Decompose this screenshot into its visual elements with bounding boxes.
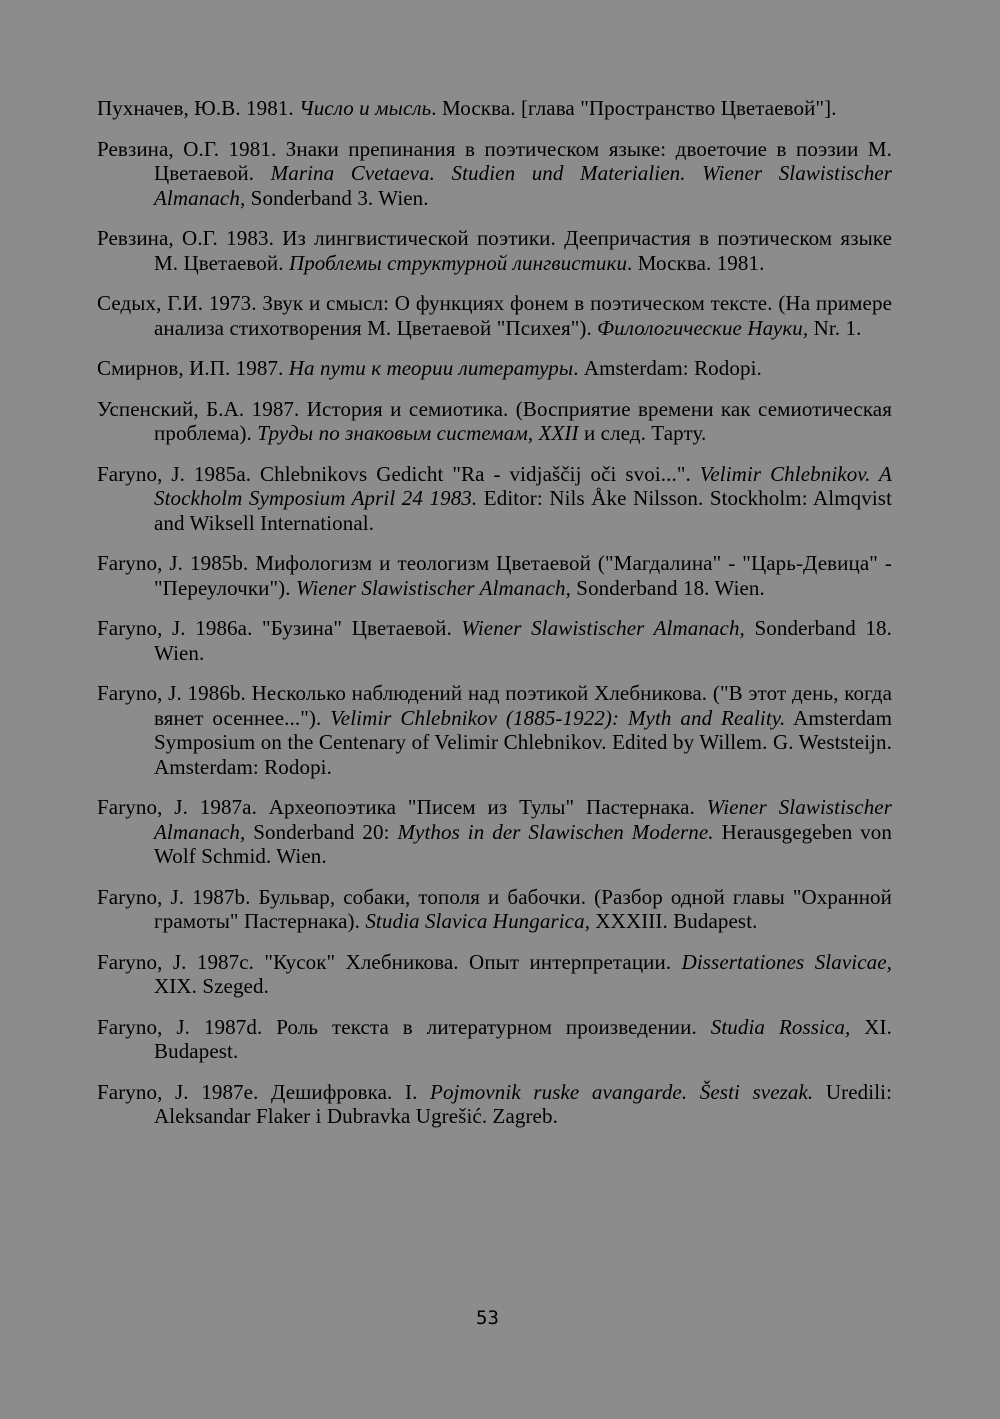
entry-title-italic: Wiener Slawistischer Almanach,	[461, 616, 745, 640]
entry-text: Sonderband 20:	[245, 819, 398, 844]
entry-title-italic: Marina Cvetaeva. Studien und Materialien. Wiener Slawistischer Almanach,	[154, 161, 892, 210]
entry-title-italic: Филологические Науки,	[597, 315, 809, 340]
entry-text: Ревзина, О.Г. 1981. Знаки препинания в поэтическом языке: двоеточие в поэзии М. Цветаевой.	[97, 136, 892, 185]
bibliography-entry	[97, 291, 892, 340]
entry-text: Ревзина, О.Г. 1983. Из лингвистической поэтики. Деепричастия в поэтическом языке М. Цветаевой.	[97, 226, 892, 275]
entry-text: и след. Тарту.	[578, 421, 707, 445]
bibliography-entry	[97, 681, 892, 779]
entry-title-italic: Число и мысль	[299, 96, 432, 120]
entry-text: Sonderband 18. Wien.	[154, 616, 892, 665]
entry-text: Смирнов, И.П. 1987.	[97, 356, 289, 380]
bibliography-entry	[97, 950, 892, 999]
entry-title-italic: Velimir Chlebnikov. A Stockholm Symposium April 24 1983.	[154, 461, 892, 510]
entry-text: Пухначев, Ю.В. 1981.	[97, 96, 300, 120]
bibliography-entry	[97, 356, 892, 381]
entry-text: Faryno, J. 1986a. "Бузина" Цветаевой.	[97, 616, 462, 640]
entry-text: XIX. Szeged.	[154, 974, 269, 998]
entry-title-italic: Dissertationes Slavicae,	[681, 949, 892, 974]
bibliography-entry	[97, 1080, 892, 1129]
entry-text: Amsterdam Symposium on the Centenary of Velimir Chlebnikov. Edited by Willem. G. Weststeijn. Amsterdam: Rodopi.	[154, 705, 893, 779]
entry-text: Faryno, J. 1987a. Археопоэтика "Писем из Тулы" Пастернака.	[97, 795, 707, 819]
entry-text: Седых, Г.И. 1973. Звук и смысл: О функциях фонем в поэтическом тексте. (На примере анализа стихотворения М. Цветаевой "Психея").	[97, 291, 892, 340]
entry-text: Успенский, Б.А. 1987. История и семиотика. (Восприятие времени как семиотическая проблема).	[97, 396, 892, 445]
entry-title-italic: Wiener Slawistischer Almanach,	[154, 795, 893, 844]
entry-text: Faryno, J. 1987e. Дешифровка. I.	[97, 1079, 431, 1104]
entry-text: Faryno, J. 1987b. Бульвар, собаки, тополя и бабочки. (Разбор одной главы "Охранной грамоты" Пастернака).	[97, 884, 892, 933]
entry-title-italic: Mythos in der Slawischen Moderne.	[397, 819, 714, 844]
bibliography-entry	[97, 137, 892, 211]
bibliography-entry	[97, 397, 892, 446]
entry-text: . Amsterdam: Rodopi.	[573, 356, 762, 380]
entry-title-italic: Проблемы структурной лингвистики	[288, 250, 628, 275]
entry-title-italic: Труды по знаковым системам, XXII	[257, 421, 579, 445]
entry-title-italic: Studia Slavica Hungarica,	[365, 909, 591, 933]
bibliography-entry	[97, 885, 892, 934]
bibliography-list	[97, 96, 892, 1145]
entry-text: Sonderband 18. Wien.	[570, 575, 765, 600]
bibliography-entry	[97, 795, 892, 869]
entry-text: XXXIII. Budapest.	[590, 909, 758, 933]
entry-text: Uredili: Aleksandar Flaker i Dubravka Ugrešić. Zagreb.	[154, 1079, 893, 1128]
entry-text: . Москва. 1981.	[627, 250, 765, 275]
page-number: 53	[476, 1307, 499, 1329]
bibliography-entry	[97, 551, 892, 600]
entry-text: Editor: Nils Åke Nilsson. Stockholm: Almqvist and Wiksell International.	[154, 486, 892, 535]
entry-text: Herausgegeben von Wolf Schmid. Wien.	[154, 819, 893, 868]
entry-title-italic: Wiener Slawistischer Almanach,	[295, 575, 571, 600]
bibliography-entry	[97, 616, 892, 665]
entry-text: Nr. 1.	[808, 315, 862, 340]
entry-text: XI. Budapest.	[154, 1014, 892, 1063]
entry-text: Faryno, J. 1987c. "Кусок" Хлебникова. Опыт интерпретации.	[97, 949, 682, 974]
entry-title-italic: Pojmovnik ruske avangarde. Šesti svezak.	[430, 1079, 814, 1104]
entry-title-italic: Velimir Chlebnikov (1885-1922): Myth and Reality.	[330, 705, 786, 730]
entry-text: Faryno, J. 1987d. Роль текста в литературном произведении.	[97, 1014, 711, 1039]
entry-text: Faryno, J. 1985b. Мифологизм и теологизм Цветаевой ("Магдалина" - "Царь-Девица" - "Переулочки").	[97, 551, 892, 600]
bibliography-entry	[97, 1015, 892, 1064]
entry-title-italic: На пути к теории литературы	[288, 356, 574, 380]
entry-text: . Москва. [глава "Пространство Цветаевой"].	[431, 96, 837, 120]
entry-text: Sonderband 3. Wien.	[245, 185, 429, 210]
bibliography-entry	[97, 462, 892, 536]
bibliography-entry	[97, 96, 892, 121]
entry-title-italic: Studia Rossica,	[710, 1014, 851, 1039]
bibliography-entry	[97, 226, 892, 275]
entry-text: Faryno, J. 1985a. Chlebnikovs Gedicht "Ra - vidjaščij oči svoi...".	[97, 461, 700, 486]
entry-text: Faryno, J. 1986b. Несколько наблюдений над поэтикой Хлебникова. ("В этот день, когда вянет осеннее...").	[97, 681, 892, 730]
